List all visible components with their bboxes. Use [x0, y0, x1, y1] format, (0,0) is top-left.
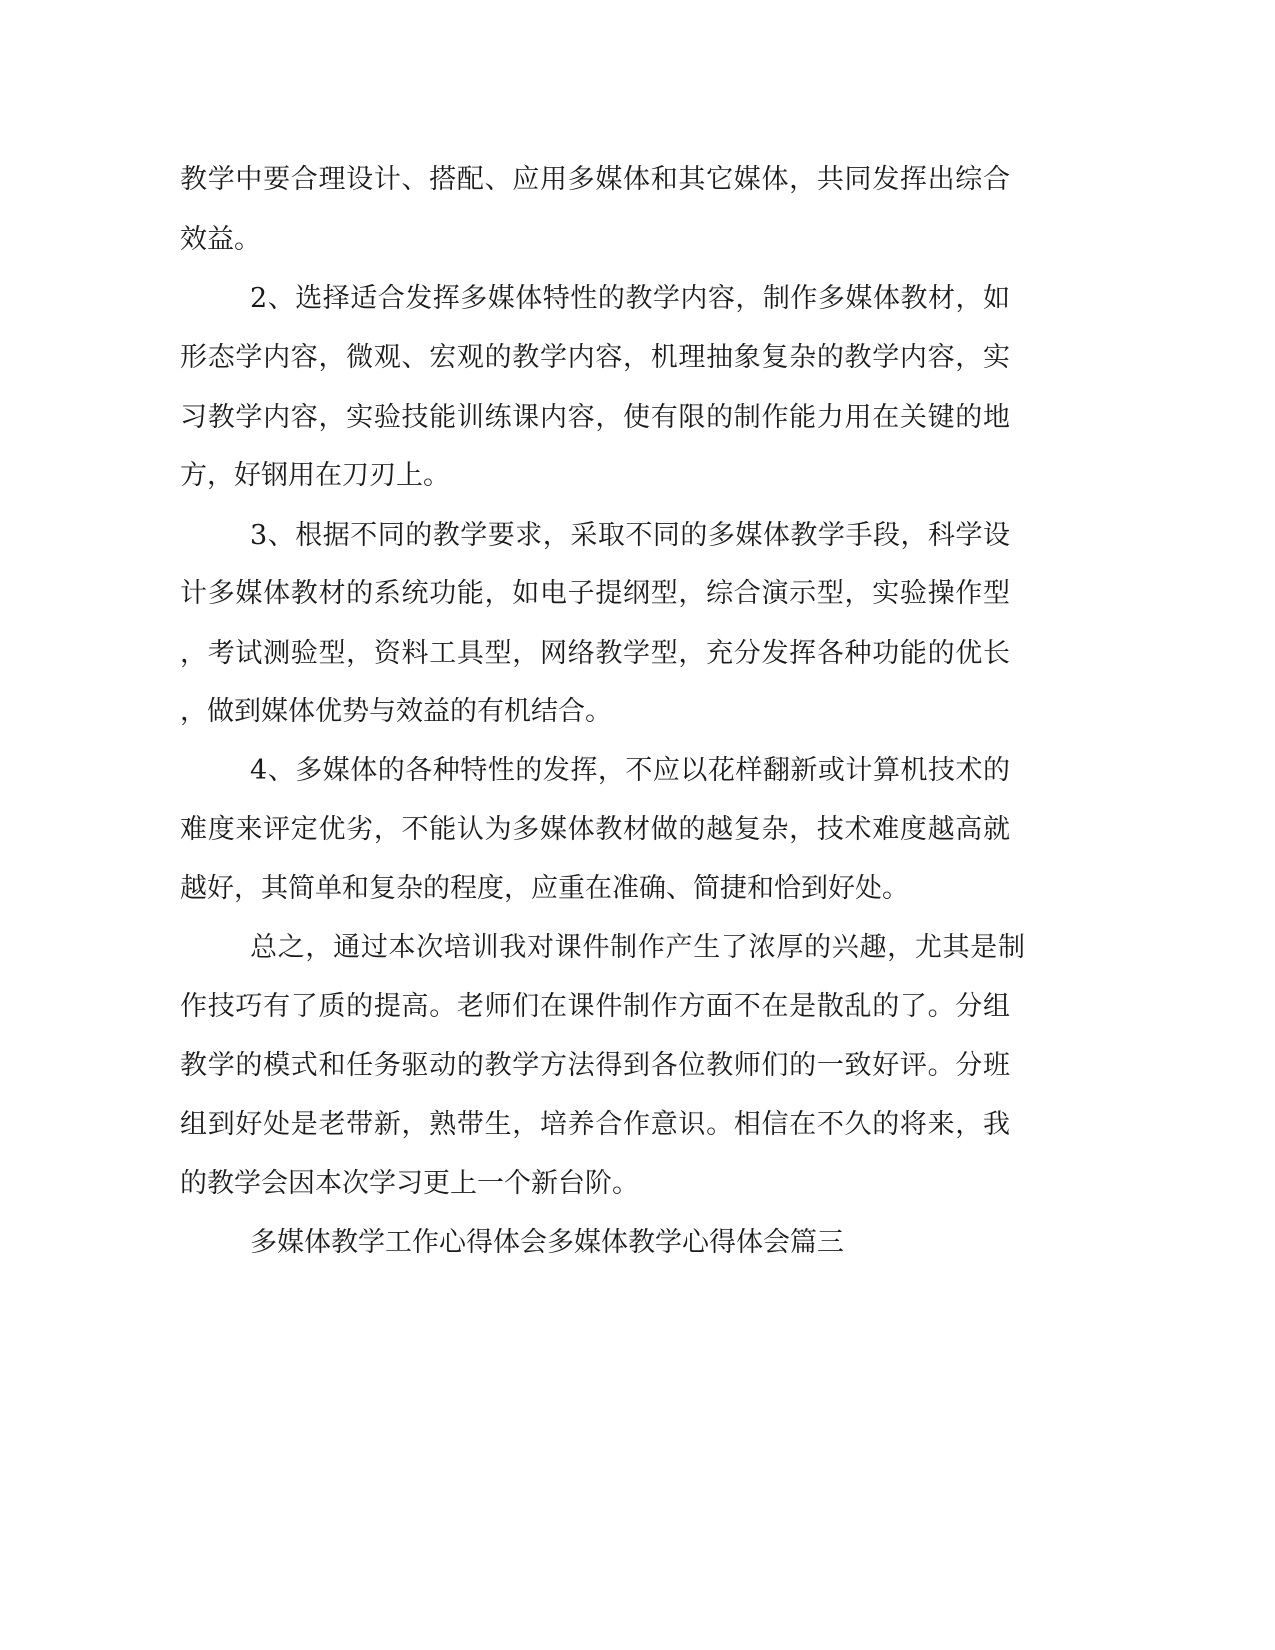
text-line: 难度来评定优劣，不能认为多媒体教材做的越复杂，技术难度越高就 [180, 814, 1010, 845]
text-line: 计多媒体教材的系统功能，如电子提纲型，综合演示型，实验操作型 [180, 578, 1010, 609]
text-line: ，做到媒体优势与效益的有机结合。 [180, 696, 612, 727]
text-line: 方，好钢用在刀刃上。 [180, 460, 450, 491]
text-line: 3、根据不同的教学要求，采取不同的多媒体教学手段，科学设 [250, 520, 1010, 551]
text-line: 教学的模式和任务驱动的教学方法得到各位教师们的一致好评。分班 [180, 1050, 1010, 1081]
section-heading: 多媒体教学工作心得体会多媒体教学心得体会篇三 [250, 1227, 844, 1258]
text-line: 习教学内容，实验技能训练课内容，使有限的制作能力用在关键的地 [180, 402, 1010, 433]
text-line: 2、选择适合发挥多媒体特性的教学内容，制作多媒体教材，如 [250, 283, 1010, 314]
text-line: 越好，其简单和复杂的程度，应重在准确、简捷和恰到好处。 [180, 873, 909, 904]
text-line: 效益。 [180, 224, 261, 255]
text-line: 作技巧有了质的提高。老师们在课件制作方面不在是散乱的了。分组 [180, 991, 1010, 1022]
text-line: 4、多媒体的各种特性的发挥，不应以花样翻新或计算机技术的 [250, 755, 1010, 786]
text-line: 组到好处是老带新，熟带生，培养合作意识。相信在不久的将来，我 [180, 1109, 1010, 1140]
text-line: 的教学会因本次学习更上一个新台阶。 [180, 1168, 639, 1199]
text-line: 教学中要合理设计、搭配、应用多媒体和其它媒体，共同发挥出综合 [180, 164, 1010, 195]
text-line: 形态学内容，微观、宏观的教学内容，机理抽象复杂的教学内容，实 [180, 342, 1010, 373]
text-line: ，考试测验型，资料工具型，网络教学型，充分发挥各种功能的优长 [180, 638, 1010, 669]
text-line: 总之，通过本次培训我对课件制作产生了浓厚的兴趣，尤其是制 [250, 932, 1025, 963]
